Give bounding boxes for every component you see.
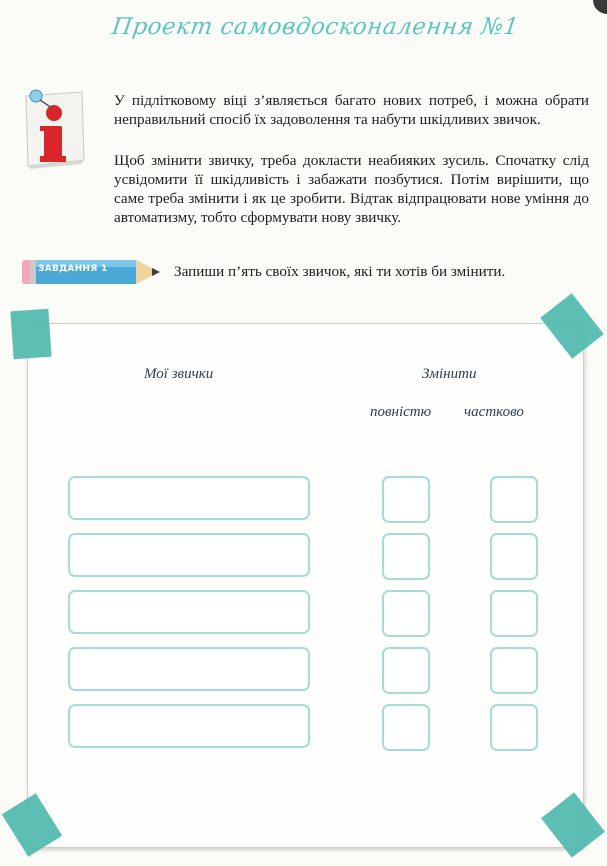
habit-input-4[interactable] (68, 647, 310, 691)
info-paragraph-2: Щоб змінити звичку, треба докласти неабияких зусиль. Спочатку слід усвідомити її шкідливість і забажати позбутися. Потім вирішити, що саме треба змінити і як це зробити. Відтак відпрацювати нове уміння до автоматизму, тобто сформувати нову звичку. (114, 152, 589, 226)
full-checkbox-1[interactable] (382, 476, 430, 523)
full-checkbox-2[interactable] (382, 533, 430, 580)
task-badge: ЗАВДАННЯ 1 (38, 264, 108, 274)
partial-checkbox-3[interactable] (490, 590, 538, 637)
change-header: Змінити (422, 366, 477, 382)
full-checkbox-3[interactable] (382, 590, 430, 637)
full-column-header: повністю (370, 404, 432, 420)
habits-header: Мої звички (144, 366, 214, 382)
tape-top-left (10, 309, 51, 360)
partial-checkbox-1[interactable] (490, 476, 538, 523)
info-paragraph-1: У підлітковому віці з’являється багато нових потреб, і можна обрати неправильний спосіб їх задоволення та набути шкідливих звичок. (114, 92, 589, 128)
partial-checkbox-4[interactable] (490, 647, 538, 694)
habit-input-3[interactable] (68, 590, 310, 634)
info-icon (18, 86, 90, 170)
partial-checkbox-2[interactable] (490, 533, 538, 580)
habit-input-2[interactable] (68, 533, 310, 577)
partial-column-header: частково (464, 404, 524, 420)
partial-checkbox-5[interactable] (490, 704, 538, 751)
habit-input-5[interactable] (68, 704, 310, 748)
task-text: Запиши п’ять своїх звичок, які ти хотів би змінити. (174, 263, 506, 280)
page-title: Проект самовдосконалення №1 (110, 14, 521, 40)
page-corner-mark (593, 0, 607, 14)
habit-input-1[interactable] (68, 476, 310, 520)
worksheet-card (27, 323, 584, 848)
full-checkbox-4[interactable] (382, 647, 430, 694)
full-checkbox-5[interactable] (382, 704, 430, 751)
